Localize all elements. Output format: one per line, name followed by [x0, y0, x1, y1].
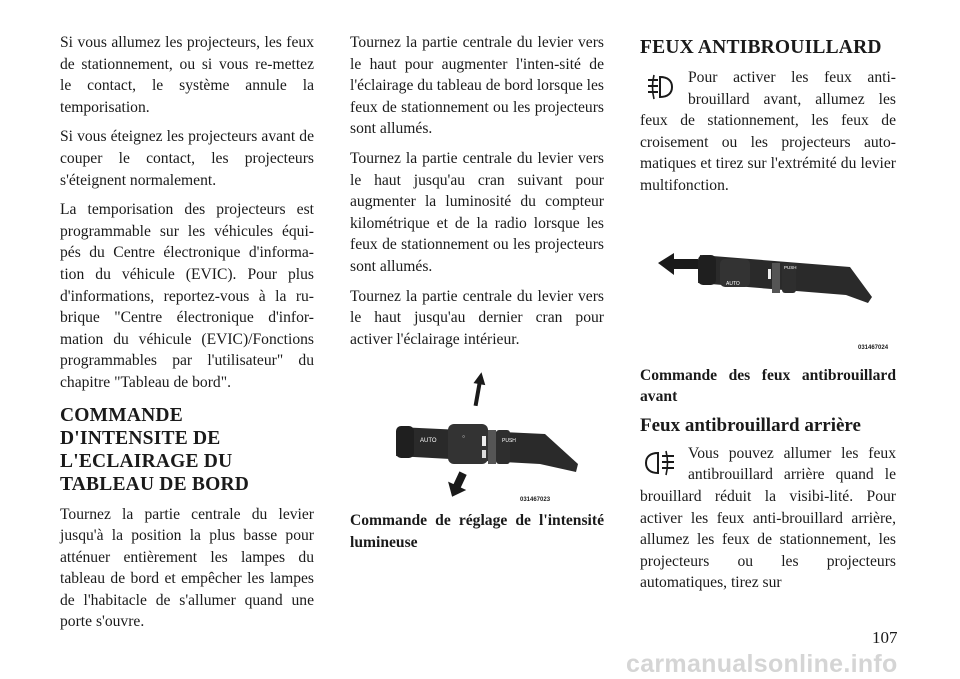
figure-id: 031467023: [520, 497, 551, 504]
paragraph: La temporisation des projecteurs est programmable sur les véhicules équi-pés du Centre électronique d'informa-tion du véhicule (EVIC). Pour plus d'informations, reportez-vous à la ru-brique "Centre électronique d'infor-mation du véhicule (EVIC)/Fonctions programmables par l'utilisateur" du chapitre "Tableau de bord".: [60, 201, 314, 391]
watermark: carmanualsonline.info: [626, 650, 898, 678]
dimmer-lever-figure: [350, 372, 604, 522]
fog-lever-figure: [640, 237, 896, 365]
column-middle: [350, 32, 604, 562]
svg-text:PUSH: PUSH: [502, 438, 516, 445]
paragraph: Tournez la partie centrale du levier vers le haut jusqu'au dernier cran pour activer l'éclairage intérieur.: [350, 287, 604, 348]
paragraph: Si vous allumez les projecteurs, les feux de stationnement, ou si vous re-mettez le contact, le système annule la temporisation.: [60, 34, 314, 116]
paragraph: Tournez la partie centrale du levier vers le haut jusqu'au cran suivant pour augmenter la luminosité du compteur kilométrique et de la radio lorsque les feux de stationnement ou les projecteurs sont allumés.: [350, 149, 604, 275]
subsection-heading: Feux antibrouillard arrière: [640, 414, 861, 436]
fog-front-paragraph: [640, 67, 896, 197]
figure-caption: Commande des feux antibrouillard avant: [640, 366, 896, 406]
svg-text:○: ○: [462, 434, 466, 441]
svg-text:AUTO: AUTO: [420, 438, 437, 445]
figure-id: 031467024: [858, 344, 889, 351]
section-heading: COMMANDE D'INTENSITE DE L'ECLAIRAGE DU TABLEAU DE BORD: [60, 404, 250, 495]
paragraph: Pour activer les feux anti-brouillard avant, allumez les feux de stationnement, les feux de croisement ou les projecteurs auto-matiques et tirez sur l'extrémité du levier multifonction.: [640, 69, 896, 194]
column-left: [60, 32, 314, 641]
column-right: [640, 32, 896, 594]
paragraph: Tournez la partie centrale du levier vers le haut pour augmenter l'inten-sité de l'éclairage du tableau de bord lorsque les feux de stationnement ou les projecteurs sont allumés.: [350, 34, 604, 138]
figure-caption: Commande de réglage de l'intensité lumineuse: [350, 512, 604, 551]
dimmer-lever-illustration: [350, 372, 604, 522]
paragraph: Vous pouvez allumer les feux antibrouillard arrière quand le brouillard réduit la visibi-lité. Pour activer les feux anti-brouillard arrière, allumez les feux de stationnement, les projecteurs ou les projecteurs automatiques, tirez sur: [640, 444, 896, 592]
svg-text:PUSH: PUSH: [784, 264, 797, 270]
rear-fog-light-icon: [640, 445, 682, 481]
front-fog-light-icon: [640, 69, 682, 105]
svg-text:AUTO: AUTO: [726, 280, 740, 287]
paragraph: Si vous éteignez les projecteurs avant de couper le contact, les projecteurs s'éteignent normalement.: [60, 128, 314, 189]
paragraph: Tournez la partie centrale du levier jusqu'à la position la plus basse pour atténuer entièrement les lampes du tableau de bord et empêcher les lampes de l'habitacle de s'allumer quand une porte s'ouvre.: [60, 505, 314, 631]
fog-rear-paragraph: [640, 443, 896, 594]
section-heading: FEUX ANTIBROUILLARD: [640, 37, 882, 58]
page-number: 107: [872, 628, 898, 647]
